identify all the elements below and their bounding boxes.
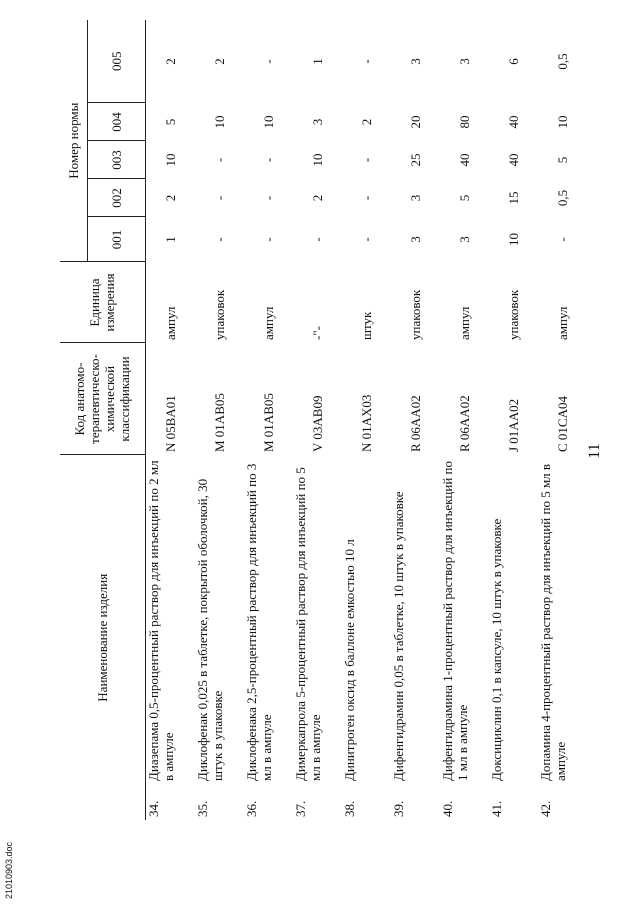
header-code-line: классификации bbox=[117, 356, 133, 442]
norm-value: 1 bbox=[309, 58, 325, 65]
norm-value: 2 bbox=[309, 194, 325, 202]
norm-value: 3 bbox=[309, 118, 325, 126]
header-unit bbox=[60, 262, 145, 343]
header-code-line: Код анатомо- bbox=[72, 362, 88, 436]
norm-value: - bbox=[554, 237, 570, 242]
norm-value: 2 bbox=[211, 58, 227, 65]
norm-value: 2 bbox=[162, 194, 178, 202]
row-number: 41. bbox=[488, 800, 504, 817]
unit: ампул bbox=[554, 306, 570, 340]
header-unit-line: измерения bbox=[102, 273, 118, 332]
norm-value: 10 bbox=[554, 115, 570, 129]
unit: -"- bbox=[309, 326, 325, 340]
norm-value: - bbox=[211, 195, 227, 201]
item-name: Динитроген оксид в баллоне емкостью 10 л bbox=[341, 539, 357, 781]
norm-value: 0,5 bbox=[554, 189, 570, 207]
norm-value: 80 bbox=[456, 115, 472, 129]
row-number: 40. bbox=[439, 800, 455, 817]
table-row bbox=[440, 20, 489, 820]
norm-value: 5 bbox=[554, 156, 570, 164]
header-norm-001: 001 bbox=[87, 217, 145, 262]
table-row bbox=[293, 20, 342, 820]
norm-value: - bbox=[260, 195, 276, 201]
atc-code: R 06AA02 bbox=[456, 395, 472, 452]
norm-value: - bbox=[358, 237, 374, 242]
norm-value: 10 bbox=[260, 115, 276, 129]
norm-value: 40 bbox=[505, 153, 521, 167]
header-unit-line: Единица bbox=[87, 278, 103, 327]
atc-code: C 01CA04 bbox=[554, 396, 570, 452]
item-name: Дифенгидрамин 0,05 в таблетке, 10 штук в упаковке bbox=[390, 491, 406, 781]
table-row bbox=[244, 20, 293, 820]
row-number: 37. bbox=[292, 800, 308, 817]
item-name-cell bbox=[489, 455, 538, 820]
item-name-cell bbox=[440, 455, 489, 820]
norm-value: - bbox=[309, 237, 325, 242]
row-number: 34. bbox=[145, 800, 161, 817]
item-name: Диклофенак 0,025 в таблетке, покрытой оболочкой, 30 штук в упаковке bbox=[194, 478, 225, 781]
norm-value: 3 bbox=[456, 58, 472, 65]
atc-code: N 01AX03 bbox=[358, 394, 374, 452]
norm-value: 1 bbox=[162, 236, 178, 243]
table-row bbox=[489, 20, 538, 820]
item-name: Диазепама 0,5-процентный раствор для инъекций по 2 мл в ампуле bbox=[145, 460, 176, 781]
item-name-cell bbox=[391, 455, 440, 820]
item-name-cell bbox=[195, 455, 244, 820]
norm-value: 3 bbox=[407, 236, 423, 243]
norm-value: - bbox=[211, 237, 227, 242]
header-code bbox=[60, 343, 145, 455]
atc-code: M 01AB05 bbox=[211, 393, 227, 452]
table-row bbox=[391, 20, 440, 820]
row-number: 39. bbox=[390, 800, 406, 817]
table-row bbox=[145, 20, 195, 820]
norm-value: 3 bbox=[407, 194, 423, 202]
table-row bbox=[538, 20, 587, 820]
row-number: 42. bbox=[537, 800, 553, 817]
page-number: 11 bbox=[586, 443, 603, 459]
norm-value: - bbox=[358, 59, 374, 64]
norm-value: 5 bbox=[162, 118, 178, 126]
atc-code: R 06AA02 bbox=[407, 395, 423, 452]
atc-code: V 03AB09 bbox=[309, 395, 325, 452]
header-code-line: химической bbox=[102, 365, 118, 433]
table-row bbox=[342, 20, 391, 820]
norm-value: 2 bbox=[358, 118, 374, 126]
doc-id: 21010903.doc bbox=[4, 841, 14, 899]
norm-value: 10 bbox=[505, 233, 521, 246]
norm-value: 10 bbox=[162, 153, 178, 167]
header-norm-005: 005 bbox=[87, 20, 145, 103]
norm-value: 0,5 bbox=[554, 53, 570, 70]
norm-value: - bbox=[358, 157, 374, 163]
norm-value: - bbox=[260, 237, 276, 242]
unit: упаковок bbox=[211, 289, 227, 340]
item-name-cell bbox=[145, 455, 195, 820]
header-norm-002: 002 bbox=[87, 179, 145, 217]
norms-table bbox=[60, 20, 587, 820]
norm-value: 3 bbox=[456, 236, 472, 243]
atc-code: J 01AA02 bbox=[505, 398, 521, 452]
unit: ампул bbox=[260, 306, 276, 340]
unit: ампул bbox=[456, 306, 472, 340]
norm-value: - bbox=[260, 157, 276, 163]
norm-value: 40 bbox=[505, 115, 521, 129]
norm-value: 15 bbox=[505, 191, 521, 205]
header-norm-004: 004 bbox=[87, 103, 145, 141]
item-name: Дифенгидрамина 1-процентный раствор для инъекций по 1 мл в ампуле bbox=[439, 460, 470, 781]
table-row bbox=[195, 20, 244, 820]
norm-value: - bbox=[260, 59, 276, 64]
row-number: 36. bbox=[243, 800, 259, 817]
row-number: 38. bbox=[341, 800, 357, 817]
norm-value: 2 bbox=[162, 58, 178, 65]
header-norm-003: 003 bbox=[87, 141, 145, 179]
norm-value: 20 bbox=[407, 115, 423, 129]
item-name-cell bbox=[342, 455, 391, 820]
item-name-cell bbox=[244, 455, 293, 820]
norm-value: 6 bbox=[505, 58, 521, 65]
header-name: Наименование изделия bbox=[60, 455, 145, 820]
unit: упаковок bbox=[407, 289, 423, 340]
header-norm-group: Номер нормы bbox=[60, 20, 87, 262]
row-number: 35. bbox=[194, 800, 210, 817]
item-name-cell bbox=[538, 455, 587, 820]
norm-value: 3 bbox=[407, 58, 423, 65]
norm-value: 40 bbox=[456, 153, 472, 167]
item-name: Димеркапрола 5-процентный раствор для инъекций по 5 мл в ампуле bbox=[292, 467, 323, 781]
atc-code: M 01AB05 bbox=[260, 393, 276, 452]
norm-value: - bbox=[358, 195, 374, 201]
atc-code: N 05BA01 bbox=[162, 395, 178, 452]
item-name-cell bbox=[293, 455, 342, 820]
norm-value: 25 bbox=[407, 153, 423, 167]
item-name: Диклофенака 2,5-процентный раствор для инъекций по 3 мл в ампуле bbox=[243, 463, 274, 781]
item-name: Допамина 4-процентный раствор для инъекций по 5 мл в ампуле bbox=[537, 463, 568, 781]
norm-value: - bbox=[211, 157, 227, 163]
header-code-line: терапевтическо- bbox=[87, 354, 103, 444]
unit: штук bbox=[358, 311, 374, 340]
unit: ампул bbox=[162, 306, 178, 340]
norm-value: 10 bbox=[211, 115, 227, 129]
header-row bbox=[60, 20, 87, 820]
unit: упаковок bbox=[505, 289, 521, 340]
norm-value: 10 bbox=[309, 153, 325, 167]
norm-value: 5 bbox=[456, 194, 472, 202]
item-name: Доксициклин 0,1 в капсуле, 10 штук в упаковке bbox=[488, 518, 504, 781]
